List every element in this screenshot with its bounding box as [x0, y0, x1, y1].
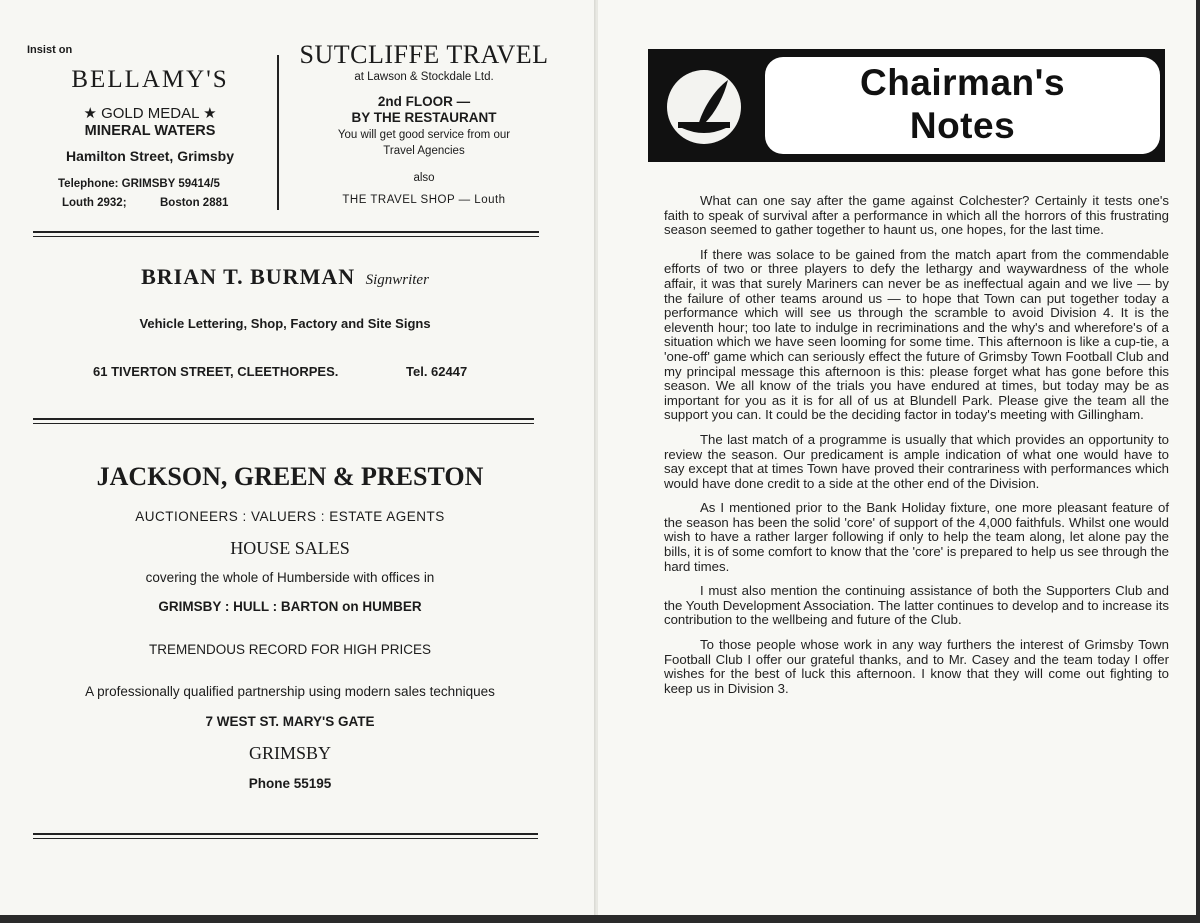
- jackson-town: GRIMSBY: [248, 743, 332, 763]
- jackson-roles: AUCTIONEERS : VALUERS : ESTATE AGENTS: [135, 509, 445, 524]
- ad-rule-1: [33, 231, 539, 237]
- sutcliffe-name: SUTCLIFFE TRAVEL: [299, 40, 549, 69]
- jackson-covering: covering the whole of Humberside with offices in: [145, 570, 435, 585]
- chairmans-notes-article: [664, 194, 1169, 706]
- burman-services: Vehicle Lettering, Shop, Factory and Site Signs: [139, 316, 431, 331]
- bellamys-louth: Louth 2932;: [62, 197, 127, 209]
- article-paragraph-2: If there was solace to be gained from the match apart from the commendable efforts of two or three players to defy the lethargy and waywardness of the whole affair, it was that surely Mariners can never be as ineffectual again and we live — by the failure of other teams around us — to hope that Town can put together today a performance which will see us through the scramble to avoid Division 4. It is the eleventh hour; too late to indulge in recriminations and the why's and wherefore's of a situation which we have seen looming for some time. This afternoon is like a cup-tie, a 'one-off' game which can seriously effect the future of Grimsby Town Football Club and my principal message this afternoon is this: please forget what has gone before this season. We all know of the trials you have endured at times, but today may be as important for you as it is for all of us at Blundell Park. Please give the team all the support you can. It could be the deciding factor in today's meeting with Gillingham.: [664, 246, 1169, 423]
- burman-name: BRIAN T. BURMAN: [141, 264, 356, 289]
- burman-address: 61 TIVERTON STREET, CLEETHORPES.: [93, 364, 339, 379]
- article-paragraph-4: As I mentioned prior to the Bank Holiday fixture, one more pleasant feature of the season has been the solid 'core' of support of the 4,000 faithfuls. Whilst one would wish to have a rather larger following if only to help the team along, let alone pay the bills, it is of some comfort to know that the 'core' is prepared to help us see through the hard times.: [664, 500, 1169, 574]
- article-paragraph-1: What can one say after the game against Colchester? Certainly it tests one's faith to speak of survival after a performance in which all the horrors of this frustrating season seemed to gather together to haunt us, one hopes, for the last time.: [664, 193, 1169, 238]
- bottom-edge: [0, 915, 1200, 923]
- quill-pen-icon: [664, 68, 744, 146]
- sutcliffe-floor: 2nd FLOOR —: [377, 94, 471, 109]
- jackson-phone: Phone 55195: [248, 776, 332, 791]
- bellamys-insist: Insist on: [27, 44, 73, 56]
- burman-trade: Signwriter: [365, 272, 429, 288]
- jackson-record: TREMENDOUS RECORD FOR HIGH PRICES: [148, 642, 432, 657]
- sutcliffe-shop: THE TRAVEL SHOP — Louth: [342, 194, 506, 206]
- right-edge: [1196, 0, 1200, 923]
- title-line-1: Chairman's: [859, 62, 1066, 103]
- jackson-partnership: A professionally qualified partnership using modern sales techniques: [85, 684, 495, 699]
- bellamys-telephone: Telephone: GRIMSBY 59414/5: [58, 178, 220, 190]
- sutcliffe-service-2: Travel Agencies: [383, 145, 465, 157]
- advertisement-page: [0, 0, 597, 923]
- burman-heading: [30, 264, 540, 290]
- ad-rule-2: [33, 418, 534, 424]
- jackson-house-sales: HOUSE SALES: [230, 538, 350, 558]
- sutcliffe-at: at Lawson & Stockdale Ltd.: [354, 71, 494, 83]
- article-paragraph-6: To those people whose work in any way furthers the interest of Grimsby Town Football Club I offer our grateful thanks, and to Mr. Casey and the team today I offer wishes for the best of luck this afternoon. I know that they will come out fighting to keep us in Division 3.: [664, 637, 1169, 696]
- bellamys-medal: ★ GOLD MEDAL ★: [83, 105, 217, 122]
- ad-rule-3: [33, 833, 538, 839]
- jackson-address: 7 WEST ST. MARY'S GATE: [205, 714, 375, 729]
- sutcliffe-also: also: [413, 172, 435, 184]
- jackson-offices: GRIMSBY : HULL : BARTON on HUMBER: [158, 599, 422, 614]
- jackson-name: JACKSON, GREEN & PRESTON: [96, 462, 484, 491]
- bellamys-street: Hamilton Street, Grimsby: [65, 148, 235, 164]
- article-paragraph-3: The last match of a programme is usually that which provides an opportunity to review the season. Our predicament is ample indication of what one would have to say except that at times Town have proved their contrariness with performances which would have done credit to a side at the other end of the Division.: [664, 431, 1169, 491]
- bellamys-name: BELLAMY'S: [71, 66, 229, 93]
- burman-tel: Tel. 62447: [406, 364, 468, 379]
- bellamys-boston: Boston 2881: [160, 197, 229, 209]
- sutcliffe-restaurant: BY THE RESTAURANT: [351, 110, 497, 125]
- title-line-2: Notes: [909, 105, 1016, 146]
- sutcliffe-service-1: You will get good service from our: [337, 129, 511, 141]
- article-paragraph-5: I must also mention the continuing assistance of both the Supporters Club and the Youth Development Association. The latter continues to develop and to increase its contribution to the wellbeing and future of the Club.: [664, 583, 1169, 628]
- bellamys-waters: MINERAL WATERS: [84, 123, 216, 139]
- ad-divider-vertical: [277, 55, 279, 210]
